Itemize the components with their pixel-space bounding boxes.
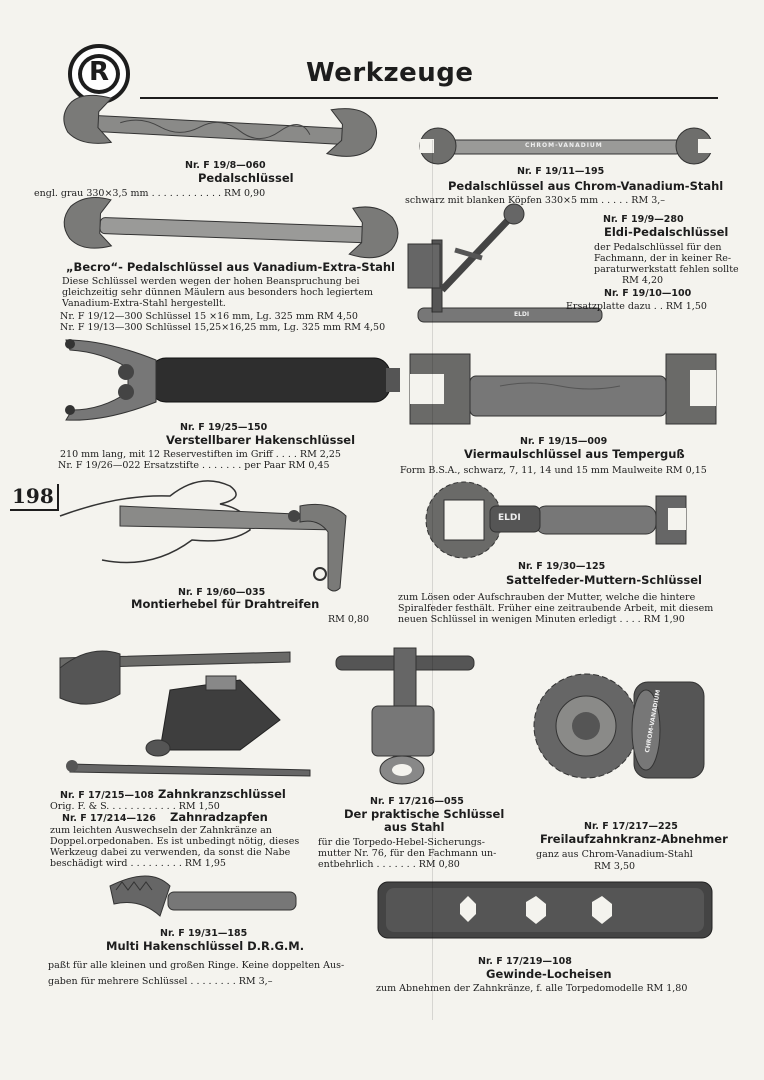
becro-desc-3: Vanadium-Extra-Stahl hergestellt. xyxy=(62,298,226,309)
chrom-vanadium-stamp-2: CHROM-VANADIUM xyxy=(644,689,662,754)
sprocket-pin-desc-1: zum leichten Auswechseln der Zahnkränze an xyxy=(50,825,272,836)
four-way-wrench-desc: Form B.S.A., schwarz, 7, 11, 14 und 15 mm Maulweite RM 0,15 xyxy=(400,465,707,476)
eldi-name: Eldi-Pedalschlüssel xyxy=(604,225,729,239)
four-way-wrench-name: Viermaulschlüssel aus Temperguß xyxy=(464,447,685,461)
eldi-desc-1: der Pedalschlüssel für den xyxy=(594,242,722,253)
chrom-vanadium-stamp: CHROM-VANADIUM xyxy=(525,142,603,149)
freewheel-price: RM 3,50 xyxy=(594,861,636,872)
saddle-spring-code: Nr. F 19/30—125 xyxy=(518,561,606,572)
becro-desc-2: gleichzeitig sehr dünnen Mäulern aus besonders hoch legiertem xyxy=(62,287,373,298)
eldi-spare-desc: Ersatzplatte dazu . . RM 1,50 xyxy=(566,301,707,312)
saddle-spring-desc-2: Spiralfeder festhält. Früher eine zeitraubende Arbeit, mit diesem xyxy=(398,603,714,614)
multi-spanner-desc-1: paßt für alle kleinen und großen Ringe. Keine doppelten Aus- xyxy=(48,960,345,971)
t-handle-desc-1: für die Torpedo-Hebel-Sicherungs- xyxy=(318,837,485,848)
sprocket-pin-desc-4: beschädigt wird . . . . . . . . . RM 1,95 xyxy=(50,858,226,869)
four-way-wrench-image xyxy=(410,354,716,424)
t-handle-desc-2: mutter Nr. 76, für den Fachmann un- xyxy=(318,848,497,859)
pedal-wrench-name: Pedalschlüssel xyxy=(198,171,294,185)
sprocket-pin-name: Zahnradzapfen xyxy=(170,810,268,824)
becro-row-1: Nr. F 19/12—300 Schlüssel 15 ×16 mm, Lg. 325 mm RM 4,50 xyxy=(60,311,358,322)
hook-spanner-name: Verstellbarer Hakenschlüssel xyxy=(166,433,356,447)
t-handle-desc-3: entbehrlich . . . . . . . RM 0,80 xyxy=(318,859,460,870)
sprocket-pin-desc-2: Doppel.orpedonaben. Es ist unbedingt nötig, dieses xyxy=(50,836,300,847)
multi-spanner-code: Nr. F 19/31—185 xyxy=(160,928,248,939)
chrom-vanadium-code: Nr. F 19/11—195 xyxy=(517,166,605,177)
sprocket-tools-image xyxy=(60,651,310,776)
multi-hook-spanner-image xyxy=(110,876,296,916)
pedal-wrench-image xyxy=(63,94,378,158)
sprocket-pin-code: Nr. F 17/214—126 xyxy=(62,813,156,824)
page-number: 198 xyxy=(10,484,59,511)
hook-spanner-desc-2: Nr. F 19/26—022 Ersatzstifte . . . . . . . per Paar RM 0,45 xyxy=(58,460,330,471)
chrom-vanadium-name: Pedalschlüssel aus Chrom-Vanadium-Stahl xyxy=(448,179,724,193)
four-way-wrench-code: Nr. F 19/15—009 xyxy=(520,436,608,447)
saddle-spring-desc-3: neuen Schlüssel in wenigen Minuten erledigt . . . . RM 1,90 xyxy=(398,614,685,625)
sprocket-wrench-desc: Orig. F. & S. . . . . . . . . . . . RM 1,50 xyxy=(50,801,220,812)
freewheel-remover-image xyxy=(534,674,704,778)
tire-lever-name: Montierhebel für Drahtreifen xyxy=(131,597,320,611)
threaded-punch-plate-image xyxy=(378,882,712,938)
pedal-wrench-desc: engl. grau 330×3,5 mm . . . . . . . . . . . . RM 0,90 xyxy=(34,188,266,199)
multi-spanner-desc-2: gaben für mehrere Schlüssel . . . . . . . . RM 3,– xyxy=(48,976,273,987)
saddle-spring-desc-1: zum Lösen oder Aufschrauben der Mutter, welche die hintere xyxy=(398,592,696,603)
fold-line xyxy=(432,140,433,1020)
saddle-spring-wrench-image xyxy=(426,482,686,558)
t-handle-key-image xyxy=(336,648,474,784)
t-handle-code: Nr. F 17/216—055 xyxy=(370,796,464,807)
hook-spanner-code: Nr. F 19/25—150 xyxy=(180,422,268,433)
sprocket-pin-desc-3: Werkzeug dabei zu verwenden, da sonst die Nabe xyxy=(50,847,291,858)
becro-name: „Becro“- Pedalschlüssel aus Vanadium-Extra-Stahl xyxy=(66,260,395,274)
saddle-spring-name: Sattelfeder-Muttern-Schlüssel xyxy=(506,573,702,587)
becro-wrench-image xyxy=(63,196,399,258)
sprocket-wrench-code: Nr. F 17/215—108 xyxy=(60,790,154,801)
freewheel-desc: ganz aus Chrom-Vanadium-Stahl xyxy=(536,849,693,860)
eldi-spare-code: Nr. F 19/10—100 xyxy=(604,288,692,299)
becro-row-2: Nr. F 19/13—300 Schlüssel 15,25×16,25 mm, Lg. 325 mm RM 4,50 xyxy=(60,322,386,333)
freewheel-code: Nr. F 17/217—225 xyxy=(584,821,678,832)
eldi-code: Nr. F 19/9—280 xyxy=(603,214,684,225)
tire-lever-code: Nr. F 19/60—035 xyxy=(178,587,266,598)
eldi-desc-3: paraturwerkstatt fehlen sollte xyxy=(594,264,739,275)
hook-spanner-image xyxy=(65,339,400,420)
eldi-stamp-2: ELDI xyxy=(498,513,521,523)
tire-lever-price: RM 0,80 xyxy=(328,614,370,625)
tire-lever-image xyxy=(60,481,346,591)
punch-plate-code: Nr. F 17/219—108 xyxy=(478,956,572,967)
hook-spanner-desc-1: 210 mm lang, mit 12 Reservestiften im Griff . . . . RM 2,25 xyxy=(60,449,341,460)
sprocket-wrench-name: Zahnkranzschlüssel xyxy=(158,787,286,801)
eldi-price: RM 4,20 xyxy=(622,275,664,286)
logo-letter: R xyxy=(88,57,110,87)
eldi-desc-2: Fachmann, der in keiner Re- xyxy=(594,253,732,264)
page-title: Werkzeuge xyxy=(306,58,474,88)
becro-desc-1: Diese Schlüssel werden wegen der hohen Beanspruchung bei xyxy=(62,276,360,287)
pedal-wrench-code: Nr. F 19/8—060 xyxy=(185,160,266,171)
punch-plate-name: Gewinde-Locheisen xyxy=(486,967,612,981)
eldi-stamp: ELDI xyxy=(514,311,530,318)
punch-plate-desc: zum Abnehmen der Zahnkränze, f. alle Torpedomodelle RM 1,80 xyxy=(376,983,688,994)
multi-spanner-name: Multi Hakenschlüssel D.R.G.M. xyxy=(106,939,305,953)
freewheel-name: Freilaufzahnkranz-Abnehmer xyxy=(540,832,728,846)
t-handle-name: Der praktische Schlüssel xyxy=(344,807,505,821)
t-handle-name-2: aus Stahl xyxy=(384,820,445,834)
chrom-vanadium-desc: schwarz mit blanken Köpfen 330×5 mm . . . . . RM 3,– xyxy=(405,195,666,206)
